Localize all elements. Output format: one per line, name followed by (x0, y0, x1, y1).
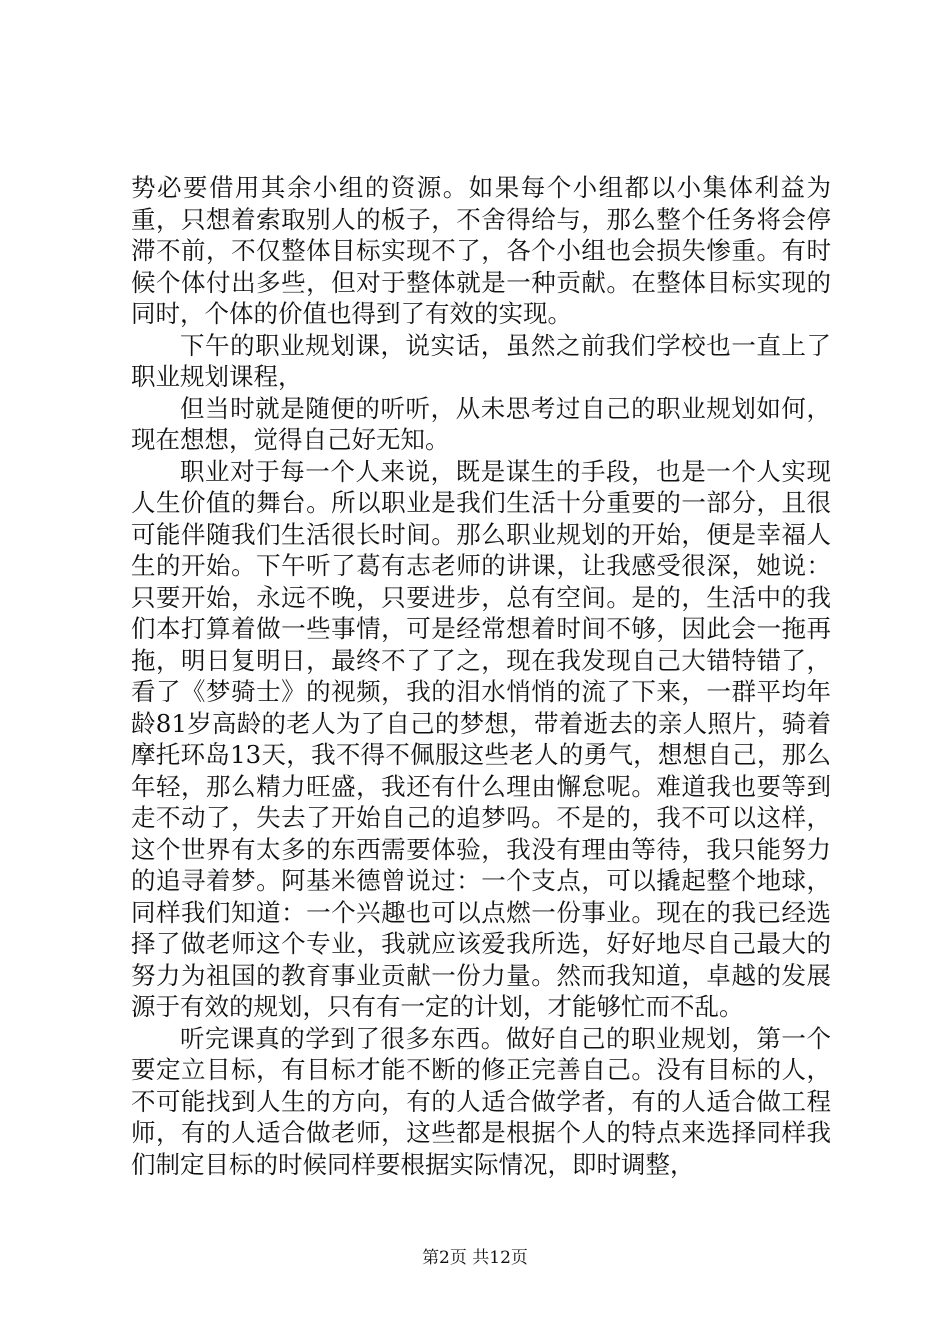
paragraph: 势必要借用其余小组的资源。如果每个小组都以小集体利益为重，只想着索取别人的板子，不舍得给与，那么整个任务将会停滞不前，不仅整体目标实现不了，各个小组也会损失惨重。有时候个体付出多些，但对于整体就是一种贡献。在整体目标实现的同时，个体的价值也得到了有效的实现。 (131, 173, 831, 328)
paragraph: 下午的职业规划课，说实话，虽然之前我们学校也一直上了职业规划课程， (131, 330, 831, 391)
paragraph: 但当时就是随便的听听，从未思考过自己的职业规划如何，现在想想，觉得自己好无知。 (131, 393, 831, 454)
body-text (131, 172, 831, 1180)
paragraph: 职业对于每一个人来说，既是谋生的手段，也是一个人实现人生价值的舞台。所以职业是我们生活十分重要的一部分，且很可能伴随我们生活很长时间。那么职业规划的开始，便是幸福人生的开始。下午听了葛有志老师的讲课，让我感受很深，她说：只要开始，永远不晚，只要进步，总有空间。是的，生活中的我们本打算着做一些事情，可是经常想着时间不够，因此会一拖再拖，明日复明日，最终不了了之，现在我发现自己大错特错了，看了《梦骑士》的视频，我的泪水悄悄的流了下来，一群平均年龄81岁高龄的老人为了自己的梦想，带着逝去的亲人照片，骑着摩托环岛13天，我不得不佩服这些老人的勇气，想想自己，那么年轻，那么精力旺盛，我还有什么理由懈怠呢。难道我也要等到走不动了，失去了开始自己的追梦吗。不是的，我不可以这样，这个世界有太多的东西需要体验，我没有理由等待，我只能努力的追寻着梦。阿基米德曾说过：一个支点，可以撬起整个地球，同样我们知道：一个兴趣也可以点燃一份事业。现在的我已经选择了做老师这个专业，我就应该爱我所选，好好地尽自己最大的努力为祖国的教育事业贡献一份力量。然而我知道，卓越的发展源于有效的规划，只有有一定的计划，才能够忙而不乱。 (131, 456, 831, 1021)
paragraph: 听完课真的学到了很多东西。做好自己的职业规划，第一个要定立目标，有目标才能不断的修正完善自己。没有目标的人，不可能找到人生的方向，有的人适合做学者，有的人适合做工程师，有的人适合做老师，这些都是根据个人的特点来选择同样我们制定目标的时候同样要根据实际情况，即时调整， (131, 1023, 831, 1179)
page-footer: 第2页 共12页 (422, 1248, 528, 1268)
